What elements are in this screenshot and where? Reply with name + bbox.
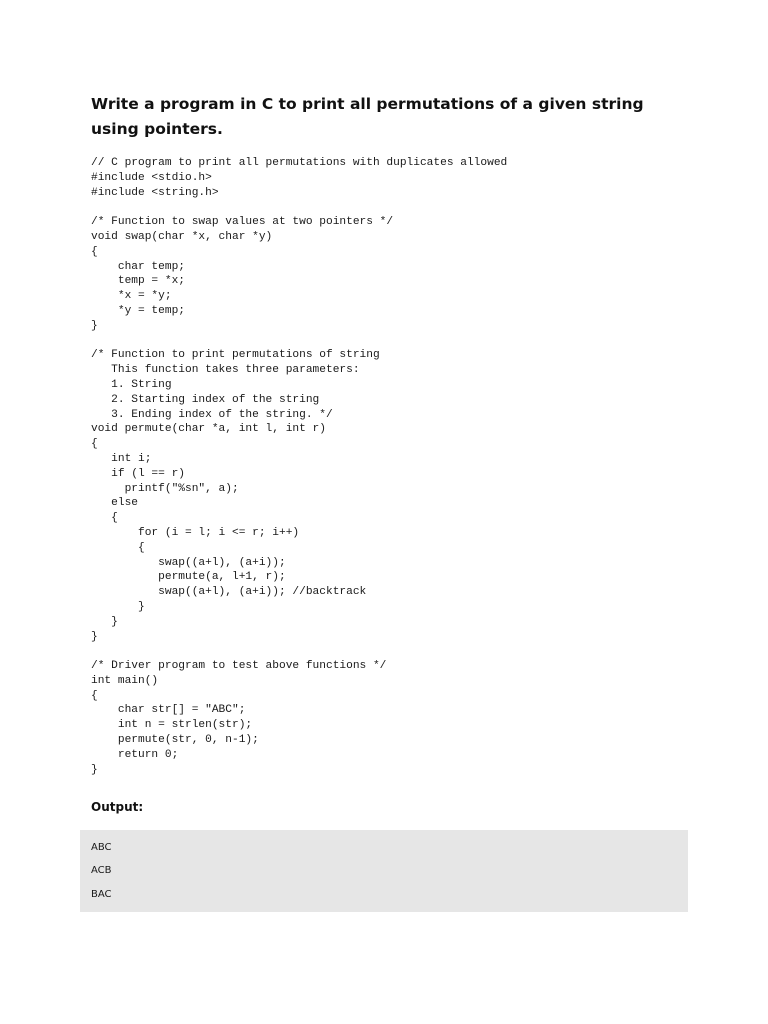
- document-title: [91, 92, 691, 142]
- code-line: else: [91, 497, 138, 510]
- code-line: char str[] = "ABC";: [91, 704, 246, 717]
- code-line: #include <string.h>: [91, 186, 219, 199]
- code-line: {: [91, 512, 118, 525]
- code-line: 1. String: [91, 378, 172, 391]
- code-line: void swap(char *x, char *y): [91, 230, 273, 243]
- code-line: if (l == r): [91, 467, 185, 480]
- title-line-1: Write a program in C to print all permutations of a given string: [91, 95, 644, 113]
- code-line: char temp;: [91, 260, 185, 273]
- code-line: int n = strlen(str);: [91, 719, 253, 732]
- code-line: temp = *x;: [91, 275, 185, 288]
- code-line: This function takes three parameters:: [91, 364, 360, 377]
- code-line: printf("%sn", a);: [91, 482, 239, 495]
- code-line: swap((a+l), (a+i)); //backtrack: [91, 586, 367, 599]
- code-line: }: [91, 319, 98, 332]
- code-line: /* Driver program to test above functions */: [91, 660, 387, 673]
- code-line: /* Function to swap values at two pointers */: [91, 216, 394, 229]
- code-line: {: [91, 438, 98, 451]
- code-line: 3. Ending index of the string. */: [91, 408, 333, 421]
- code-line: *y = temp;: [91, 304, 185, 317]
- code-line: }: [91, 630, 98, 643]
- code-line: int main(): [91, 674, 159, 687]
- code-block: [91, 156, 507, 777]
- code-line: void permute(char *a, int l, int r): [91, 423, 326, 436]
- code-line: swap((a+l), (a+i));: [91, 556, 286, 569]
- code-line: }: [91, 763, 98, 776]
- code-line: 2. Starting index of the string: [91, 393, 320, 406]
- code-line: {: [91, 689, 98, 702]
- code-line: permute(a, l+1, r);: [91, 571, 286, 584]
- code-line: [91, 644, 507, 659]
- code-line: }: [91, 615, 118, 628]
- code-line: {: [91, 245, 98, 258]
- output-box: [80, 830, 688, 912]
- code-line: int i;: [91, 452, 152, 465]
- code-line: }: [91, 600, 145, 613]
- output-line: ACB: [91, 865, 112, 876]
- code-line: return 0;: [91, 748, 179, 761]
- code-line: // C program to print all permutations with duplicates allowed: [91, 157, 508, 169]
- code-line: for (i = l; i <= r; i++): [91, 526, 300, 539]
- code-line: /* Function to print permutations of string: [91, 349, 380, 362]
- output-label: Output:: [91, 800, 144, 814]
- code-line: permute(str, 0, n-1);: [91, 734, 259, 747]
- code-line: #include <stdio.h>: [91, 171, 212, 184]
- code-line: *x = *y;: [91, 290, 172, 303]
- title-line-2: using pointers.: [91, 120, 223, 138]
- code-line: [91, 334, 507, 349]
- output-line: BAC: [91, 889, 112, 900]
- code-line: [91, 200, 507, 215]
- code-line: {: [91, 541, 145, 554]
- output-line: ABC: [91, 842, 112, 853]
